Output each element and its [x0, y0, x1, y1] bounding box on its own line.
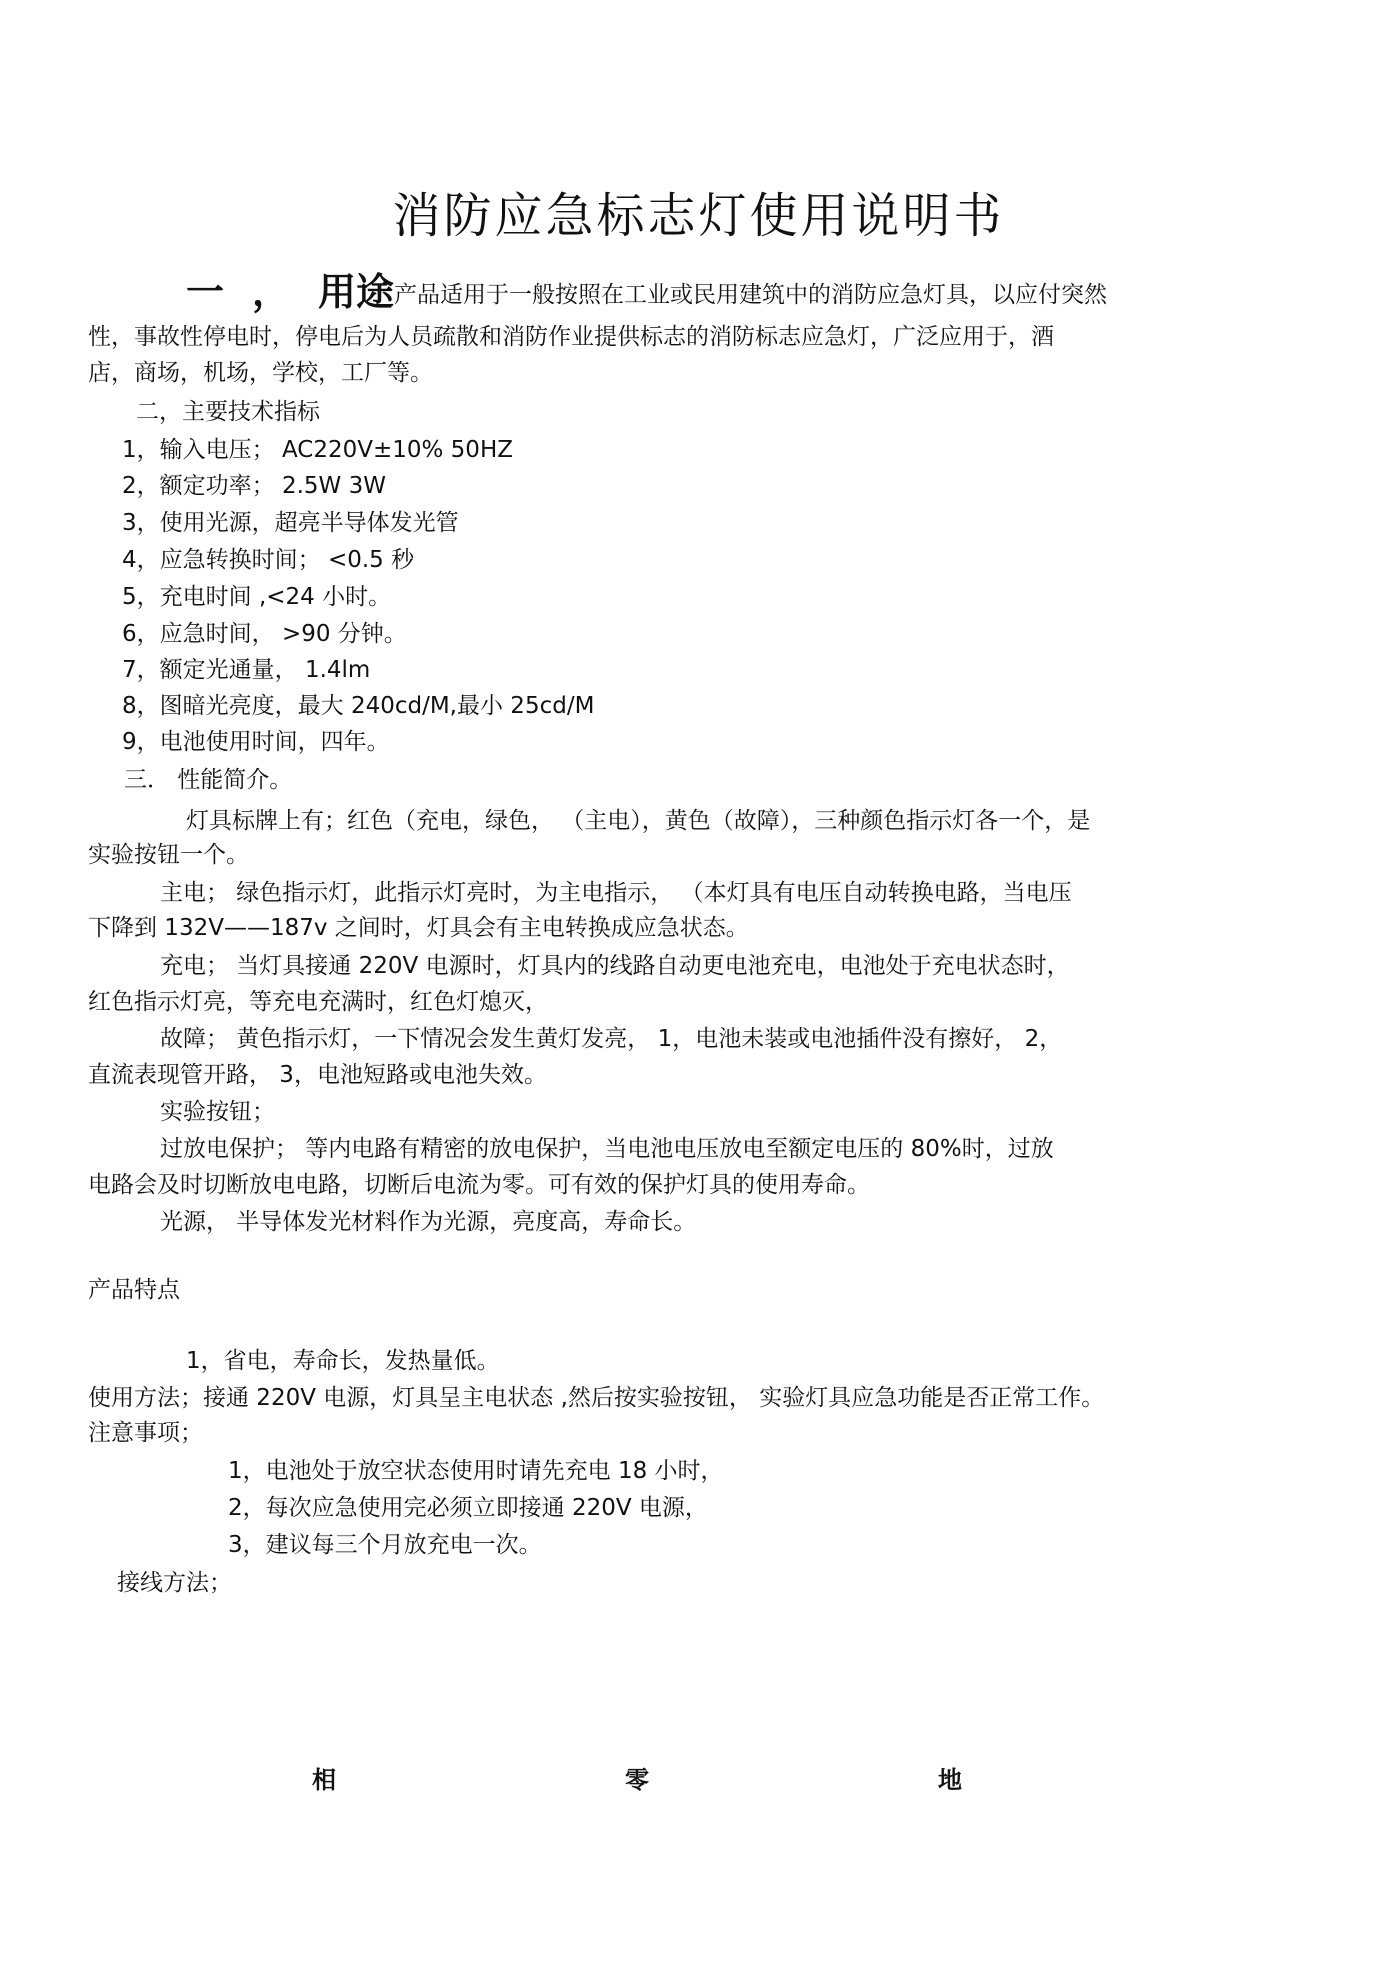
spec-item: 1，输入电压； AC220V±10% 50HZ	[122, 437, 513, 463]
notes-item: 2，每次应急使用完必须立即接通 220V 电源，	[228, 1495, 708, 1521]
charging-line2: 红色指示灯亮，等充电充满时，红色灯熄灭，	[88, 989, 548, 1015]
notes-item: 3，建议每三个月放充电一次。	[228, 1532, 542, 1558]
features-heading: 产品特点	[88, 1277, 180, 1303]
light-source-line: 光源， 半导体发光材料作为光源，亮度高，寿命长。	[160, 1209, 697, 1235]
section2-heading: 二，主要技术指标	[136, 399, 320, 425]
spec-item: 4，应急转换时间； <0.5 秒	[122, 547, 415, 573]
section1-heading: 用途	[318, 270, 395, 314]
spec-item: 5，充电时间 ,<24 小时。	[122, 584, 392, 610]
section3-heading: 三． 性能简介。	[124, 767, 293, 793]
spec-item: 3，使用光源，超亮半导体发光管	[122, 510, 459, 536]
wiring-label-neutral: 零	[625, 1766, 649, 1794]
notes-heading: 注意事项；	[88, 1420, 203, 1446]
main-power-line1: 主电； 绿色指示灯，此指示灯亮时，为主电指示， （本灯具有电压自动转换电路，当电压	[160, 880, 1072, 906]
document-title: 消防应急标志灯使用说明书	[392, 188, 1005, 244]
section3-intro-line1: 灯具标牌上有；红色（充电，绿色， （主电），黄色（故障），三种颜色指示灯各一个，是	[186, 808, 1091, 834]
section1-separator: ，	[252, 270, 291, 314]
features-item: 1，省电，寿命长，发热量低。	[186, 1348, 500, 1374]
charging-line1: 充电； 当灯具接通 220V 电源时，灯具内的线路自动更电池充电，电池处于充电状态时，	[160, 953, 1070, 979]
wiring-label-phase: 相	[312, 1766, 336, 1794]
section1-text-line2: 性，事故性停电时，停电后为人员疏散和消防作业提供标志的消防标志应急灯，广泛应用于，酒	[88, 324, 1054, 350]
section3-intro-line2: 实验按钮一个。	[88, 842, 249, 868]
main-power-line2: 下降到 132V——187v 之间时，灯具会有主电转换成应急状态。	[88, 915, 749, 941]
usage-line: 使用方法；接通 220V 电源，灯具呈主电状态 ,然后按实验按钮， 实验灯具应急功能是否正常工作。	[88, 1385, 1105, 1411]
spec-item: 2，额定功率； 2.5W 3W	[122, 473, 386, 499]
notes-item: 1，电池处于放空状态使用时请先充电 18 小时，	[228, 1458, 724, 1484]
test-button-line: 实验按钮；	[160, 1099, 275, 1125]
fault-line1: 故障； 黄色指示灯，一下情况会发生黄灯发亮， 1，电池未装或电池插件没有擦好， 2，	[160, 1026, 1063, 1052]
spec-item: 7，额定光通量， 1.4lm	[122, 657, 371, 683]
wiring-heading: 接线方法；	[117, 1570, 232, 1596]
section1-text-line1: 产品适用于一般按照在工业或民用建筑中的消防应急灯具，以应付突然	[394, 282, 1108, 308]
section1-first-line	[186, 270, 1107, 317]
section1-text-line3: 店，商场，机场，学校，工厂等。	[88, 360, 433, 386]
wiring-label-ground: 地	[938, 1766, 962, 1794]
wiring-labels	[0, 1760, 1397, 1800]
overdischarge-line2: 电路会及时切断放电电路，切断后电流为零。可有效的保护灯具的使用寿命。	[88, 1172, 870, 1198]
spec-item: 8，图暗光亮度，最大 240cd/M,最小 25cd/M	[122, 693, 595, 719]
spec-item: 9，电池使用时间，四年。	[122, 729, 390, 755]
fault-line2: 直流表现管开路， 3，电池短路或电池失效。	[88, 1062, 547, 1088]
overdischarge-line1: 过放电保护； 等内电路有精密的放电保护，当电池电压放电至额定电压的 80%时，过放	[160, 1136, 1054, 1162]
spec-item: 6，应急时间， >90 分钟。	[122, 621, 407, 647]
section1-number: 一	[186, 270, 225, 314]
